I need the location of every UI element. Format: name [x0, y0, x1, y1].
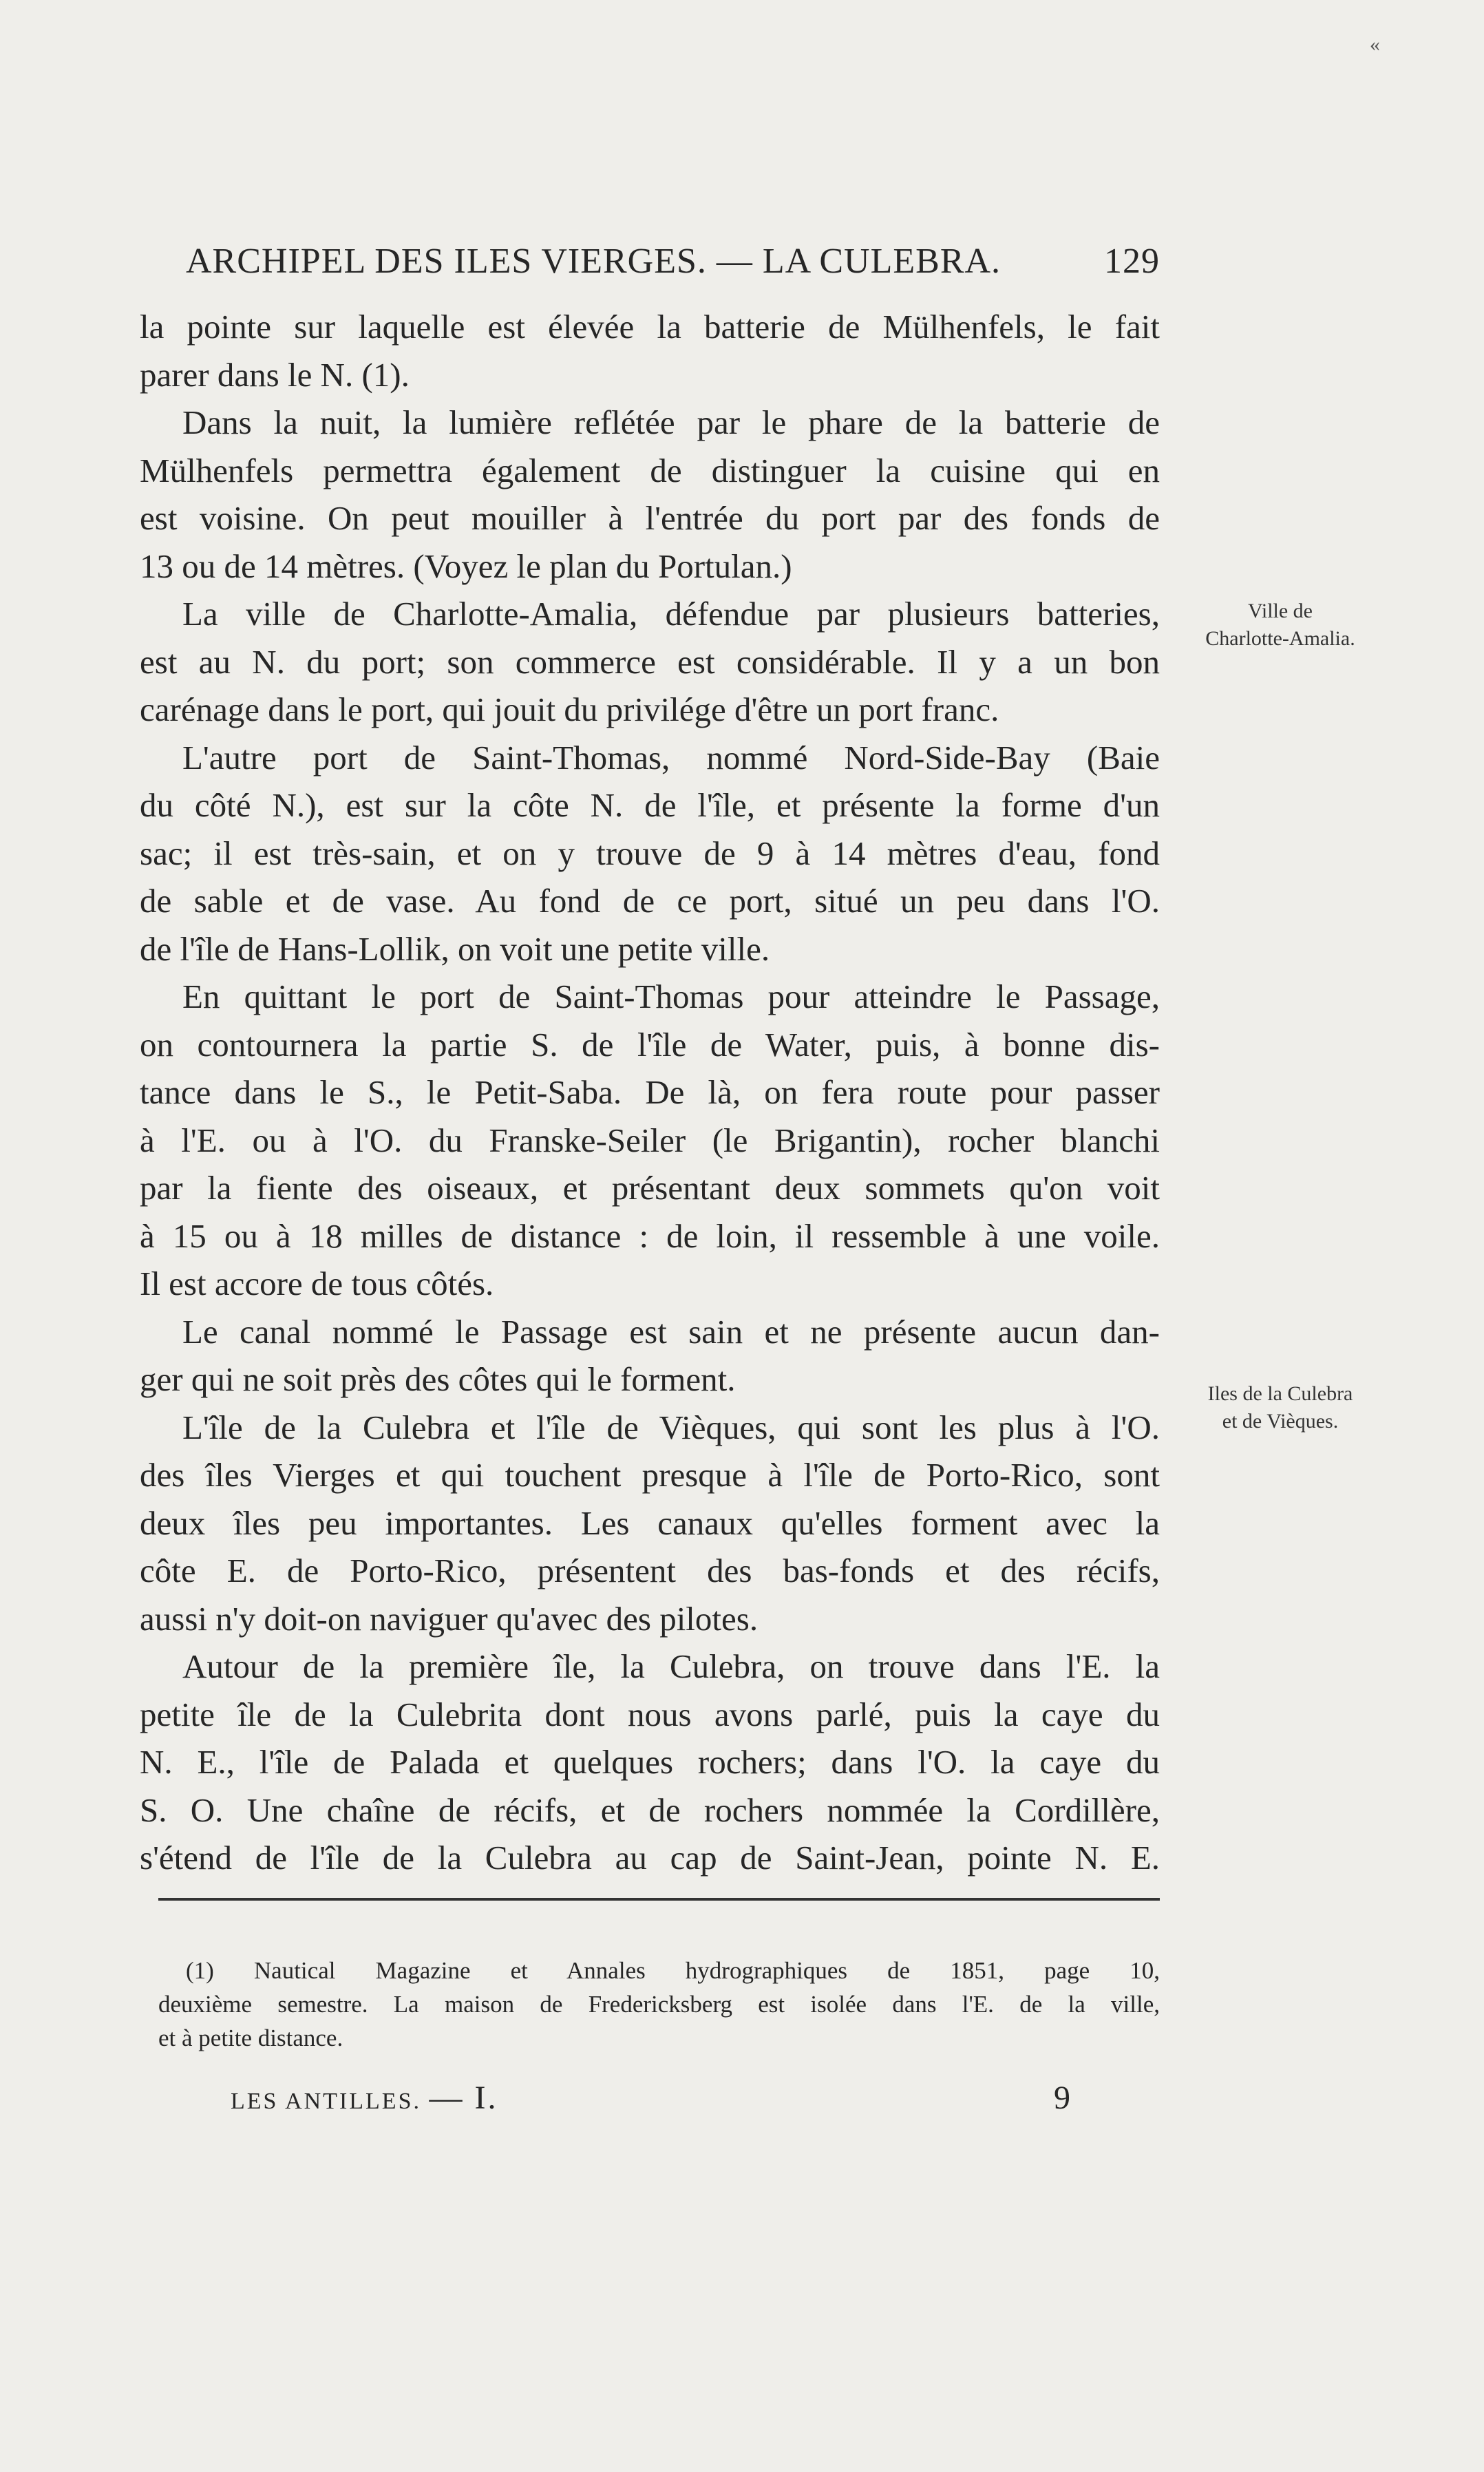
- body-line: La ville de Charlotte-Amalia, défendue par plusieurs batteries,: [182, 595, 1160, 633]
- footnote-line: deuxième semestre. La maison de Fredericksberg est isolée dans l'E. de la ville,: [158, 1991, 1160, 2018]
- body-line: L'autre port de Saint-Thomas, nommé Nord-Side-Bay (Baie: [182, 738, 1160, 777]
- body-line: Dans la nuit, la lumière reflétée par le phare de la batterie de: [182, 403, 1160, 441]
- body-line: ger qui ne soit près des côtes qui le forment.: [140, 1360, 736, 1398]
- body-line: par la fiente des oiseaux, et présentant deux sommets qu'on voit: [140, 1169, 1160, 1207]
- footnote-rule: [158, 1898, 1160, 1901]
- footnote: [158, 1954, 1160, 2055]
- header-title: ARCHIPEL DES ILES VIERGES. — LA CULEBRA.: [186, 242, 1001, 281]
- margin-note-culebra: [1163, 1380, 1397, 1435]
- body-line: des îles Vierges et qui touchent presque à l'île de Porto-Rico, sont: [140, 1456, 1160, 1494]
- body-line: N. E., l'île de Palada et quelques rochers; dans l'O. la caye du: [140, 1743, 1160, 1781]
- signature-title: LES ANTILLES.: [231, 2089, 421, 2114]
- footnote-line: et à petite distance.: [158, 2025, 343, 2051]
- body-line: aussi n'y doit-on naviguer qu'avec des pilotes.: [140, 1599, 759, 1638]
- margin-note-line: Iles de la Culebra: [1207, 1382, 1353, 1405]
- signature-volume: — I.: [429, 2080, 498, 2116]
- body-line: sac; il est très-sain, et on y trouve de 9 à 14 mètres d'eau, fond: [140, 834, 1160, 872]
- body-line: En quittant le port de Saint-Thomas pour atteindre le Passage,: [182, 978, 1160, 1015]
- margin-note-line: et de Vièques.: [1222, 1410, 1339, 1433]
- body-line: côte E. de Porto-Rico, présentent des bas-fonds et des récifs,: [140, 1552, 1160, 1589]
- body-line: Le canal nommé le Passage est sain et ne présente aucun dan-: [182, 1312, 1160, 1351]
- body-line: de l'île de Hans-Lollik, on voit une petite ville.: [140, 929, 770, 968]
- body-line: Il est accore de tous côtés.: [140, 1265, 494, 1302]
- page-footer: [231, 2079, 1070, 2117]
- body-line: de sable et de vase. Au fond de ce port, situé un peu dans l'O.: [140, 882, 1160, 920]
- body-line: deux îles peu importantes. Les canaux qu'elles forment avec la: [140, 1503, 1160, 1542]
- margin-note-line: Ville de: [1248, 600, 1313, 622]
- body-line: à l'E. ou à l'O. du Franske-Seiler (le Brigantin), rocher blanchi: [140, 1121, 1160, 1159]
- body-line: est voisine. On peut mouiller à l'entrée du port par des fonds de: [140, 499, 1160, 537]
- margin-note-charlotte-amalia: [1163, 598, 1397, 653]
- body-line: 13 ou de 14 mètres. (Voyez le plan du Portulan.): [140, 547, 792, 585]
- body-line: à 15 ou à 18 milles de distance : de loin, il ressemble à une voile.: [140, 1216, 1160, 1255]
- body-line: Mülhenfels permettra également de distinguer la cuisine qui en: [140, 451, 1160, 489]
- body-line: la pointe sur laquelle est élevée la batterie de Mülhenfels, le fait: [140, 308, 1160, 346]
- body-line: L'île de la Culebra et l'île de Vièques, qui sont les plus à l'O.: [182, 1408, 1160, 1446]
- body-line: parer dans le N. (1).: [140, 355, 410, 394]
- running-header: [186, 241, 1160, 282]
- body-line: on contournera la partie S. de l'île de Water, puis, à bonne dis-: [140, 1025, 1160, 1064]
- body-line: Autour de la première île, la Culebra, on trouve dans l'E. la: [182, 1647, 1160, 1685]
- body-line: S. O. Une chaîne de récifs, et de rochers nommée la Cordillère,: [140, 1790, 1160, 1829]
- body-line: est au N. du port; son commerce est considérable. Il y a un bon: [140, 642, 1160, 681]
- page-number: 129: [1104, 242, 1160, 281]
- sheet-number: 9: [1054, 2080, 1070, 2116]
- corner-mark: «: [1370, 33, 1380, 56]
- footnote-line: (1) Nautical Magazine et Annales hydrographiques de 1851, page 10,: [186, 1957, 1160, 1984]
- body-line: du côté N.), est sur la côte N. de l'île, et présente la forme d'un: [140, 786, 1160, 824]
- body-line: tance dans le S., le Petit-Saba. De là, on fera route pour passer: [140, 1073, 1160, 1111]
- body-line: petite île de la Culebrita dont nous avons parlé, puis la caye du: [140, 1695, 1160, 1733]
- signature-mark: [231, 2079, 498, 2117]
- body-text: [140, 303, 1160, 1882]
- margin-note-line: Charlotte-Amalia.: [1205, 627, 1355, 650]
- body-line: s'étend de l'île de la Culebra au cap de Saint-Jean, pointe N. E.: [140, 1839, 1160, 1877]
- body-line: carénage dans le port, qui jouit du privilége d'être un port franc.: [140, 690, 999, 728]
